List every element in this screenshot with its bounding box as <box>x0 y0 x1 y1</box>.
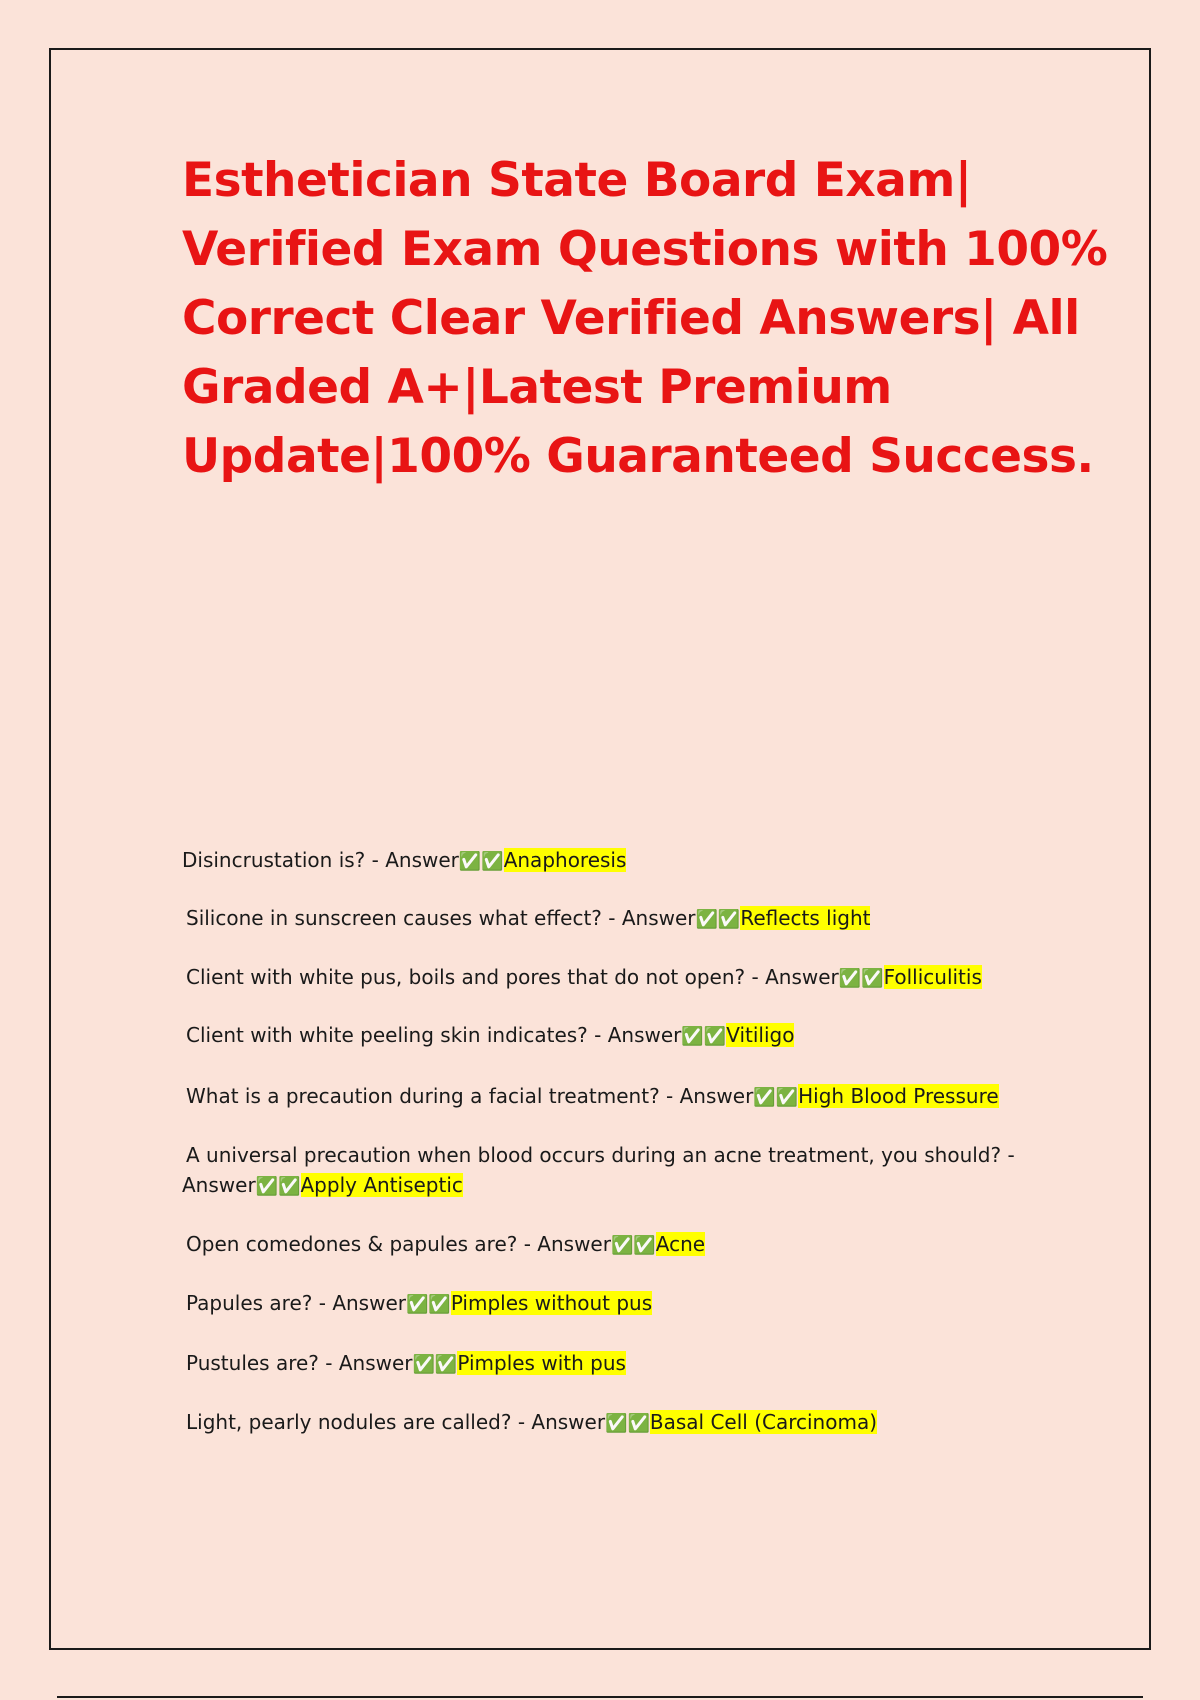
qa-item-10 <box>186 1407 877 1439</box>
question-text: Light, pearly nodules are called? - Answer <box>186 1410 606 1434</box>
check-icon: ✅✅ <box>405 1294 451 1315</box>
check-icon: ✅✅ <box>458 851 504 872</box>
answer-text: Pimples with pus <box>457 1351 626 1375</box>
question-text: Client with white pus, boils and pores that do not open? - Answer <box>186 965 839 989</box>
answer-text: Reflects light <box>740 906 871 930</box>
qa-item-3 <box>186 962 982 994</box>
answer-text: Anaphoresis <box>503 848 627 872</box>
title-line-1: Esthetician State Board Exam| <box>182 153 972 208</box>
question-text-continued: Answer <box>182 1173 256 1197</box>
question-text: Disincrustation is? - Answer <box>182 848 459 872</box>
answer-text: Apply Antiseptic <box>300 1173 463 1197</box>
answer-text: Pimples without pus <box>450 1291 653 1315</box>
check-icon: ✅✅ <box>695 909 741 930</box>
check-icon: ✅✅ <box>838 968 884 989</box>
qa-item-5 <box>186 1081 999 1113</box>
question-text: Papules are? - Answer <box>186 1291 406 1315</box>
check-icon: ✅✅ <box>605 1413 650 1434</box>
check-icon: ✅✅ <box>255 1176 301 1197</box>
qa-item-9 <box>186 1348 626 1380</box>
title-line-3: Correct Clear Verified Answers| All <box>182 291 1080 346</box>
answer-text: Acne <box>655 1232 706 1256</box>
question-text: What is a precaution during a facial treatment? - Answer <box>186 1084 754 1108</box>
question-text: A universal precaution when blood occurs during an acne treatment, you should? - <box>186 1143 1015 1167</box>
title-line-2: Verified Exam Questions with 100% <box>182 222 1108 277</box>
check-icon: ✅✅ <box>753 1087 799 1108</box>
check-icon: ✅✅ <box>610 1235 656 1256</box>
question-text: Open comedones & papules are? - Answer <box>186 1232 611 1256</box>
answer-text: Basal Cell (Carcinoma) <box>649 1410 878 1434</box>
title-line-4: Graded A+|Latest Premium <box>182 360 892 415</box>
check-icon: ✅✅ <box>412 1354 458 1375</box>
qa-item-4 <box>186 1020 794 1052</box>
qa-item-2 <box>186 903 870 935</box>
qa-item-8 <box>186 1288 652 1320</box>
qa-item-1 <box>182 845 626 877</box>
answer-text: High Blood Pressure <box>798 1084 999 1108</box>
title-line-5: Update|100% Guaranteed Success. <box>182 429 1094 484</box>
qa-item-6 <box>186 1140 1015 1170</box>
qa-item-6-continued <box>182 1170 463 1202</box>
document-title <box>182 146 1108 491</box>
answer-text: Folliculitis <box>883 965 982 989</box>
answer-text: Vitiligo <box>726 1023 795 1047</box>
check-icon: ✅✅ <box>681 1026 727 1047</box>
question-text: Silicone in sunscreen causes what effect? - Answer <box>186 906 696 930</box>
question-text: Client with white peeling skin indicates? - Answer <box>186 1023 682 1047</box>
bottom-divider <box>57 1696 1143 1698</box>
question-text: Pustules are? - Answer <box>186 1351 413 1375</box>
qa-item-7 <box>186 1229 705 1261</box>
